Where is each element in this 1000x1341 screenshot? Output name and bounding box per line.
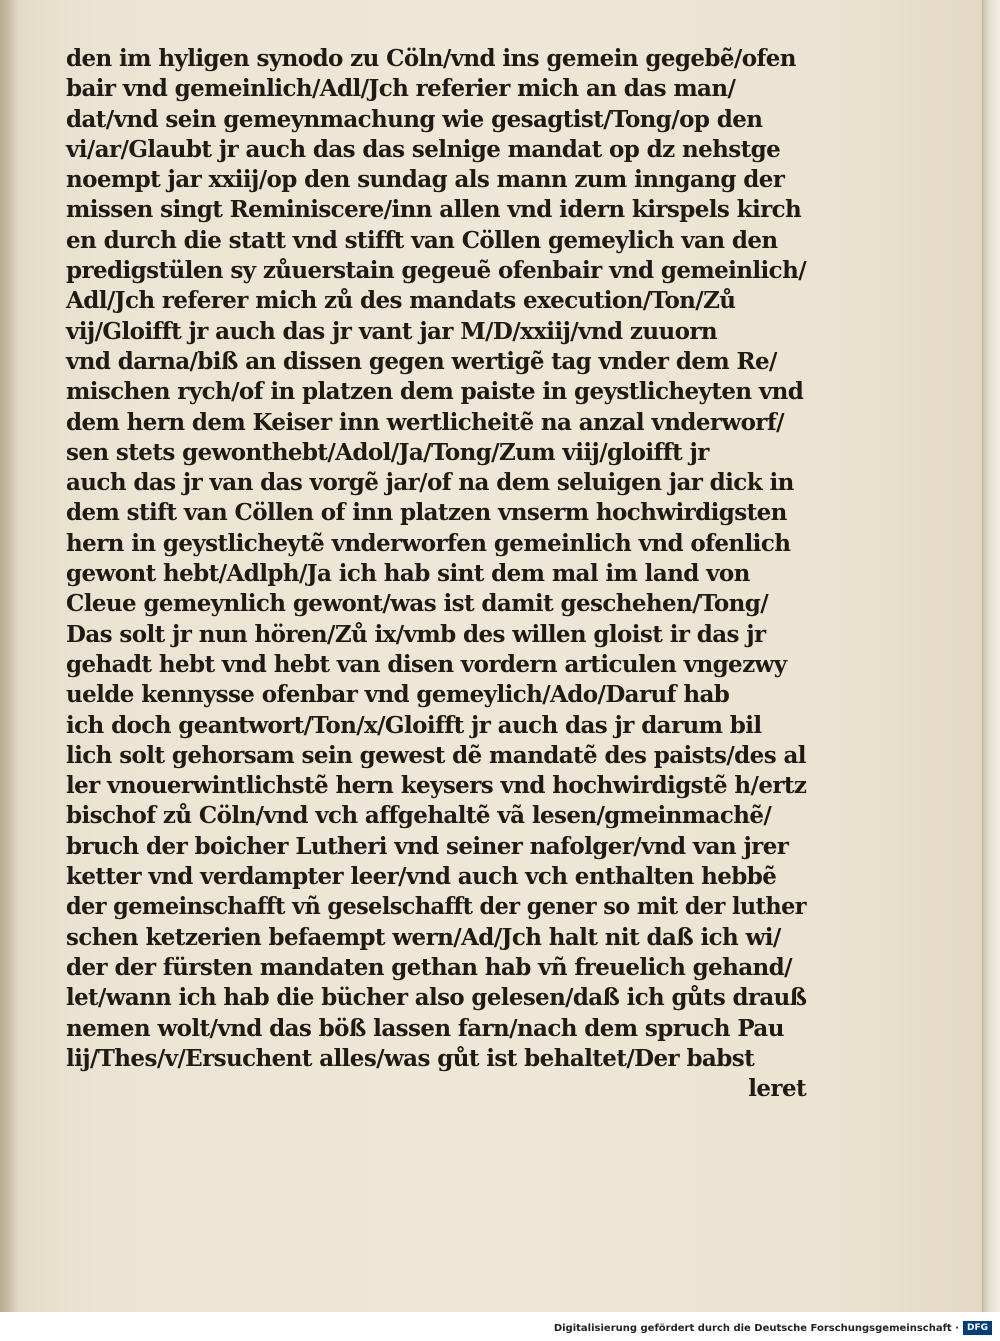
text-block xyxy=(66,44,806,1104)
dfg-logo-icon: DFG xyxy=(963,1321,992,1335)
text-line: der gemeinschafft vñ geselschafft der gener so mit der luther xyxy=(66,893,806,921)
text-line: dem hern dem Keiser inn wertlicheitẽ na anzal vnderworf/ xyxy=(66,408,784,436)
text-line: uelde kennysse ofenbar vnd gemeylich/Ado/Daruf hab xyxy=(66,681,730,709)
digitization-credit xyxy=(554,1321,992,1335)
text-line: dem stift van Cöllen of inn platzen vnserm hochwirdigsten xyxy=(66,499,787,527)
text-line: gewont hebt/Adlph/Ja ich hab sint dem mal im land von xyxy=(66,560,750,588)
text-line: dat/vnd sein gemeynmachung wie gesagtist/Tong/op den xyxy=(66,105,763,133)
text-line: ich doch geantwort/Ton/x/Gloifft jr auch das jr darum bil xyxy=(66,711,762,739)
text-line: mischen rych/of in platzen dem paiste in geystlicheyten vnd xyxy=(66,378,804,406)
text-line: der der fürsten mandaten gethan hab vñ freuelich gehand/ xyxy=(66,953,792,981)
text-line: lich solt gehorsam sein gewest dẽ mandatẽ des paists/des al xyxy=(66,741,806,769)
text-line: predigstülen sy zůuerstain gegeuẽ ofenbair vnd gemeinlich/ xyxy=(66,257,807,285)
gutter-shadow xyxy=(0,0,18,1312)
catchword: leret xyxy=(748,1075,806,1103)
text-line: nemen wolt/vnd das böß lassen farn/nach dem spruch Pau xyxy=(66,1014,784,1042)
text-line: ler vnouerwintlichstẽ hern keysers vnd hochwirdigstẽ h/ertz xyxy=(66,772,807,800)
text-line: auch das jr van das vorgẽ jar/of na dem seluigen jar dick in xyxy=(66,469,794,497)
text-line: sen stets gewonthebt/Adol/Ja/Tong/Zum viij/gloifft jr xyxy=(66,438,709,466)
text-line: let/wann ich hab die bücher also gelesen/daß ich gůts drauß xyxy=(66,984,807,1012)
text-line: den im hyligen synodo zu Cöln/vnd ins gemein gegebẽ/ofen xyxy=(66,45,796,72)
text-line: ketter vnd verdampter leer/vnd auch vch enthalten hebbẽ xyxy=(66,863,777,891)
text-line: bischof zů Cöln/vnd vch affgehaltẽ vã lesen/gmeinmachẽ/ xyxy=(66,802,772,830)
text-line: en durch die statt vnd stifft van Cöllen gemeylich van den xyxy=(66,226,778,254)
text-line: Das solt jr nun hören/Zů ix/vmb des willen gloist ir das jr xyxy=(66,620,766,648)
text-line: noempt jar xxiij/op den sundag als mann zum inngang der xyxy=(66,166,785,194)
text-line: vij/Gloifft jr auch das jr vant jar M/D/xxiij/vnd zuuorn xyxy=(66,317,717,345)
page-edge xyxy=(982,0,1000,1312)
text-line: vnd darna/biß an dissen gegen wertigẽ tag vnder dem Re/ xyxy=(66,347,777,375)
credit-text: Digitalisierung gefördert durch die Deutsche Forschungsgemeinschaft · xyxy=(553,1322,959,1334)
text-line: schen ketzerien befaempt wern/Ad/Jch halt nit daß ich wi/ xyxy=(66,923,781,951)
text-line: hern in geystlicheytẽ vnderworfen gemeinlich vnd ofenlich xyxy=(66,529,791,557)
text-line: missen singt Reminiscere/inn allen vnd idern kirspels kirch xyxy=(66,196,802,224)
text-line: bruch der boicher Lutheri vnd seiner nafolger/vnd van jrer xyxy=(66,832,789,860)
text-line: bair vnd gemeinlich/Adl/Jch referier mich an das man/ xyxy=(66,75,736,103)
text-line: lij/Thes/v/Ersuchent alles/was gůt ist behaltet/Der babst xyxy=(66,1044,755,1072)
text-line: Cleue gemeynlich gewont/was ist damit geschehen/Tong/ xyxy=(66,590,769,618)
text-line: vi/ar/Glaubt jr auch das das selnige mandat op dz nehstge xyxy=(66,135,781,163)
text-line: Adl/Jch referer mich zů des mandats execution/Ton/Zů xyxy=(66,287,736,315)
text-line: gehadt hebt vnd hebt van disen vordern articulen vngezwy xyxy=(66,650,787,678)
